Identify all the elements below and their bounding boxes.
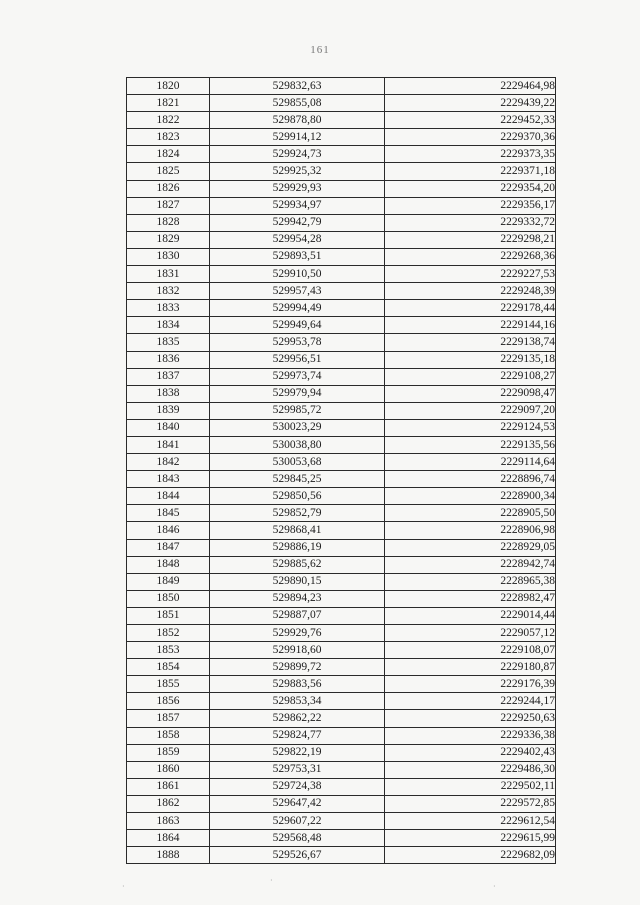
point-number-cell: 1852 [127, 625, 210, 642]
table-row [127, 231, 556, 248]
point-number-cell: 1822 [127, 112, 210, 129]
table-row [127, 129, 556, 146]
point-number-cell: 1845 [127, 505, 210, 522]
x-coordinate-cell: 529886,19 [210, 539, 385, 556]
point-number-cell: 1860 [127, 761, 210, 778]
y-coordinate-cell: 2228942,74 [385, 556, 556, 573]
point-number-cell: 1857 [127, 710, 210, 727]
y-coordinate-cell: 2229354,20 [385, 180, 556, 197]
x-coordinate-cell: 530023,29 [210, 419, 385, 436]
table-row [127, 642, 556, 659]
y-coordinate-cell: 2229612,54 [385, 813, 556, 830]
point-number-cell: 1832 [127, 283, 210, 300]
table-row [127, 522, 556, 539]
point-number-cell: 1823 [127, 129, 210, 146]
y-coordinate-cell: 2229097,20 [385, 402, 556, 419]
y-coordinate-cell: 2229486,30 [385, 761, 556, 778]
y-coordinate-cell: 2229180,87 [385, 659, 556, 676]
y-coordinate-cell: 2229356,17 [385, 197, 556, 214]
point-number-cell: 1858 [127, 727, 210, 744]
table-row [127, 659, 556, 676]
x-coordinate-cell: 529954,28 [210, 231, 385, 248]
table-row [127, 556, 556, 573]
y-coordinate-cell: 2229402,43 [385, 744, 556, 761]
x-coordinate-cell: 529979,94 [210, 385, 385, 402]
y-coordinate-cell: 2229135,18 [385, 351, 556, 368]
point-number-cell: 1846 [127, 522, 210, 539]
table-row [127, 180, 556, 197]
y-coordinate-cell: 2229176,39 [385, 676, 556, 693]
x-coordinate-cell: 529929,93 [210, 180, 385, 197]
y-coordinate-cell: 2228900,34 [385, 488, 556, 505]
point-number-cell: 1830 [127, 248, 210, 265]
table-row [127, 761, 556, 778]
point-number-cell: 1836 [127, 351, 210, 368]
table-row [127, 625, 556, 642]
y-coordinate-cell: 2229244,17 [385, 693, 556, 710]
x-coordinate-cell: 529822,19 [210, 744, 385, 761]
x-coordinate-cell: 529887,07 [210, 607, 385, 624]
x-coordinate-cell: 529899,72 [210, 659, 385, 676]
y-coordinate-cell: 2229452,33 [385, 112, 556, 129]
table-row [127, 778, 556, 795]
page-number: 161 [310, 44, 330, 56]
x-coordinate-cell: 529845,25 [210, 471, 385, 488]
y-coordinate-cell: 2228965,38 [385, 573, 556, 590]
point-number-cell: 1841 [127, 436, 210, 453]
x-coordinate-cell: 529607,22 [210, 813, 385, 830]
table-row [127, 505, 556, 522]
x-coordinate-cell: 529883,56 [210, 676, 385, 693]
table-row [127, 78, 556, 95]
table-row [127, 710, 556, 727]
table-row [127, 214, 556, 231]
x-coordinate-cell: 529568,48 [210, 830, 385, 847]
point-number-cell: 1824 [127, 146, 210, 163]
y-coordinate-cell: 2229114,64 [385, 454, 556, 471]
table-row [127, 300, 556, 317]
table-row [127, 197, 556, 214]
y-coordinate-cell: 2229057,12 [385, 625, 556, 642]
table-row [127, 676, 556, 693]
table-row [127, 248, 556, 265]
x-coordinate-cell: 529852,79 [210, 505, 385, 522]
x-coordinate-cell: 529956,51 [210, 351, 385, 368]
y-coordinate-cell: 2229250,63 [385, 710, 556, 727]
point-number-cell: 1829 [127, 231, 210, 248]
point-number-cell: 1847 [127, 539, 210, 556]
table-row [127, 334, 556, 351]
point-number-cell: 1848 [127, 556, 210, 573]
point-number-cell: 1834 [127, 317, 210, 334]
x-coordinate-cell: 530053,68 [210, 454, 385, 471]
point-number-cell: 1839 [127, 402, 210, 419]
y-coordinate-cell: 2229268,36 [385, 248, 556, 265]
x-coordinate-cell: 529985,72 [210, 402, 385, 419]
x-coordinate-cell: 529942,79 [210, 214, 385, 231]
y-coordinate-cell: 2229298,21 [385, 231, 556, 248]
point-number-cell: 1827 [127, 197, 210, 214]
table-row [127, 744, 556, 761]
point-number-cell: 1863 [127, 813, 210, 830]
point-number-cell: 1856 [127, 693, 210, 710]
x-coordinate-cell: 529832,63 [210, 78, 385, 95]
point-number-cell: 1826 [127, 180, 210, 197]
y-coordinate-cell: 2229439,22 [385, 95, 556, 112]
y-coordinate-cell: 2228905,50 [385, 505, 556, 522]
x-coordinate-cell: 529918,60 [210, 642, 385, 659]
y-coordinate-cell: 2229370,36 [385, 129, 556, 146]
point-number-cell: 1864 [127, 830, 210, 847]
x-coordinate-cell: 529914,12 [210, 129, 385, 146]
x-coordinate-cell: 529855,08 [210, 95, 385, 112]
scan-mark: · [122, 882, 125, 891]
x-coordinate-cell: 529894,23 [210, 590, 385, 607]
point-number-cell: 1861 [127, 778, 210, 795]
table-row [127, 488, 556, 505]
y-coordinate-cell: 2229144,16 [385, 317, 556, 334]
point-number-cell: 1837 [127, 368, 210, 385]
x-coordinate-cell: 529890,15 [210, 573, 385, 590]
table-row [127, 795, 556, 812]
y-coordinate-cell: 2229178,44 [385, 300, 556, 317]
table-row [127, 539, 556, 556]
point-number-cell: 1831 [127, 266, 210, 283]
table-row [127, 146, 556, 163]
y-coordinate-cell: 2229464,98 [385, 78, 556, 95]
x-coordinate-cell: 529868,41 [210, 522, 385, 539]
point-number-cell: 1838 [127, 385, 210, 402]
table-row [127, 573, 556, 590]
coordinates-table [126, 77, 556, 864]
scan-mark: · [493, 882, 496, 891]
table-row [127, 163, 556, 180]
x-coordinate-cell: 529910,50 [210, 266, 385, 283]
y-coordinate-cell: 2228906,98 [385, 522, 556, 539]
y-coordinate-cell: 2229108,07 [385, 642, 556, 659]
table-row [127, 283, 556, 300]
point-number-cell: 1888 [127, 847, 210, 864]
x-coordinate-cell: 529853,34 [210, 693, 385, 710]
y-coordinate-cell: 2229014,44 [385, 607, 556, 624]
point-number-cell: 1835 [127, 334, 210, 351]
table-row [127, 317, 556, 334]
point-number-cell: 1828 [127, 214, 210, 231]
y-coordinate-cell: 2228896,74 [385, 471, 556, 488]
table-row [127, 830, 556, 847]
x-coordinate-cell: 529973,74 [210, 368, 385, 385]
x-coordinate-cell: 529953,78 [210, 334, 385, 351]
point-number-cell: 1825 [127, 163, 210, 180]
point-number-cell: 1840 [127, 419, 210, 436]
y-coordinate-cell: 2229124,53 [385, 419, 556, 436]
table-row [127, 813, 556, 830]
point-number-cell: 1854 [127, 659, 210, 676]
point-number-cell: 1820 [127, 78, 210, 95]
y-coordinate-cell: 2229615,99 [385, 830, 556, 847]
table-row [127, 266, 556, 283]
table-row [127, 436, 556, 453]
y-coordinate-cell: 2229502,11 [385, 778, 556, 795]
table-row [127, 402, 556, 419]
y-coordinate-cell: 2229371,18 [385, 163, 556, 180]
y-coordinate-cell: 2229373,35 [385, 146, 556, 163]
y-coordinate-cell: 2228929,05 [385, 539, 556, 556]
table-row [127, 385, 556, 402]
scan-mark: · [270, 876, 273, 885]
y-coordinate-cell: 2228982,47 [385, 590, 556, 607]
table-row [127, 95, 556, 112]
point-number-cell: 1833 [127, 300, 210, 317]
y-coordinate-cell: 2229572,85 [385, 795, 556, 812]
table-row [127, 471, 556, 488]
x-coordinate-cell: 529929,76 [210, 625, 385, 642]
y-coordinate-cell: 2229248,39 [385, 283, 556, 300]
point-number-cell: 1855 [127, 676, 210, 693]
x-coordinate-cell: 529885,62 [210, 556, 385, 573]
point-number-cell: 1821 [127, 95, 210, 112]
x-coordinate-cell: 529526,67 [210, 847, 385, 864]
x-coordinate-cell: 529924,73 [210, 146, 385, 163]
point-number-cell: 1842 [127, 454, 210, 471]
point-number-cell: 1853 [127, 642, 210, 659]
x-coordinate-cell: 529724,38 [210, 778, 385, 795]
table-row [127, 454, 556, 471]
point-number-cell: 1850 [127, 590, 210, 607]
table-row [127, 607, 556, 624]
point-number-cell: 1844 [127, 488, 210, 505]
point-number-cell: 1851 [127, 607, 210, 624]
x-coordinate-cell: 529949,64 [210, 317, 385, 334]
y-coordinate-cell: 2229336,38 [385, 727, 556, 744]
table-row [127, 727, 556, 744]
y-coordinate-cell: 2229682,09 [385, 847, 556, 864]
x-coordinate-cell: 529957,43 [210, 283, 385, 300]
table-row [127, 590, 556, 607]
x-coordinate-cell: 529647,42 [210, 795, 385, 812]
y-coordinate-cell: 2229135,56 [385, 436, 556, 453]
table-row [127, 112, 556, 129]
y-coordinate-cell: 2229138,74 [385, 334, 556, 351]
x-coordinate-cell: 529753,31 [210, 761, 385, 778]
x-coordinate-cell: 529878,80 [210, 112, 385, 129]
y-coordinate-cell: 2229227,53 [385, 266, 556, 283]
table-row [127, 847, 556, 864]
y-coordinate-cell: 2229098,47 [385, 385, 556, 402]
x-coordinate-cell: 529893,51 [210, 248, 385, 265]
table-row [127, 419, 556, 436]
x-coordinate-cell: 529994,49 [210, 300, 385, 317]
x-coordinate-cell: 530038,80 [210, 436, 385, 453]
point-number-cell: 1843 [127, 471, 210, 488]
table-body [127, 78, 556, 864]
point-number-cell: 1859 [127, 744, 210, 761]
x-coordinate-cell: 529862,22 [210, 710, 385, 727]
x-coordinate-cell: 529925,32 [210, 163, 385, 180]
y-coordinate-cell: 2229332,72 [385, 214, 556, 231]
point-number-cell: 1849 [127, 573, 210, 590]
y-coordinate-cell: 2229108,27 [385, 368, 556, 385]
x-coordinate-cell: 529850,56 [210, 488, 385, 505]
x-coordinate-cell: 529934,97 [210, 197, 385, 214]
table-row [127, 368, 556, 385]
point-number-cell: 1862 [127, 795, 210, 812]
x-coordinate-cell: 529824,77 [210, 727, 385, 744]
table-row [127, 351, 556, 368]
table-row [127, 693, 556, 710]
